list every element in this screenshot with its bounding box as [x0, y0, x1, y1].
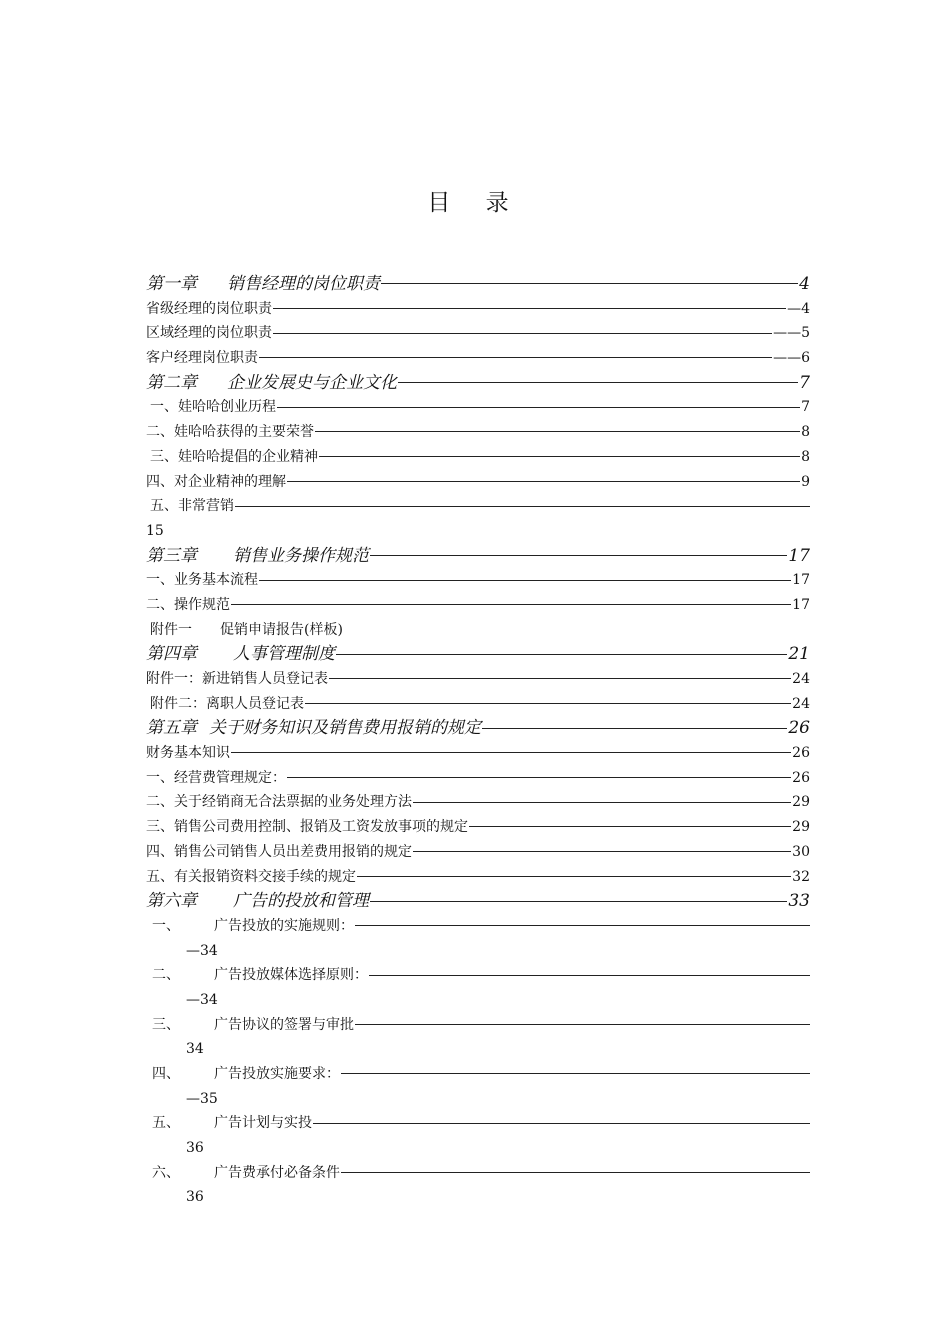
entry-text: 广告投放媒体选择原则： [214, 967, 368, 984]
page-number: 29 [792, 819, 810, 836]
page-number: 8 [801, 448, 810, 465]
leader-line [370, 901, 787, 903]
entry-text: 财务基本知识 [146, 745, 230, 762]
toc-entry[interactable] [146, 1013, 810, 1038]
entry-text: 二、操作规范 [146, 596, 230, 613]
toc-entry[interactable] [146, 297, 810, 322]
toc-entry[interactable] [146, 1161, 810, 1186]
toc-entry[interactable] [146, 1062, 810, 1087]
page-number: 24 [792, 695, 810, 712]
chapter-label: 第一章 [146, 274, 197, 294]
page-number: —34 [186, 942, 218, 959]
leader-line [398, 382, 798, 384]
leader-line [313, 1123, 810, 1125]
entry-number: 三、 [152, 1016, 180, 1033]
toc-entry[interactable] [146, 420, 810, 445]
leader-line [231, 752, 791, 754]
entry-text: 三、娃哈哈提倡的企业精神 [150, 448, 318, 465]
leader-line [259, 580, 791, 582]
entry-text: 广告费承付必备条件 [214, 1164, 340, 1181]
page-number: 32 [792, 868, 810, 885]
entry-text: 广告投放的实施规则： [214, 917, 354, 934]
appendix-label: 附件一 [150, 621, 192, 638]
leader-line [315, 431, 800, 433]
toc-entry[interactable] [146, 321, 810, 346]
toc-entry[interactable] [146, 395, 810, 420]
toc-entry[interactable] [146, 667, 810, 692]
entry-text: 客户经理岗位职责 [146, 350, 258, 367]
chapter-label: 第六章 [146, 891, 197, 912]
entry-text: 二、关于经销商无合法票据的业务处理方法 [146, 794, 412, 811]
entry-text: 二、娃哈哈获得的主要荣誉 [146, 424, 314, 441]
entry-text: 广告协议的签署与审批 [214, 1016, 354, 1033]
entry-number: 一、 [152, 917, 180, 934]
entry-text: 五、有关报销资料交接手续的规定 [146, 868, 356, 885]
leader-line [329, 678, 791, 680]
entry-text: 一、经营费管理规定： [146, 769, 286, 786]
entry-number: 六、 [152, 1164, 180, 1181]
leader-line [413, 802, 791, 804]
leader-line [370, 555, 787, 557]
page-number: 36 [186, 1189, 204, 1206]
leader-line [341, 1073, 810, 1075]
toc-entry[interactable] [146, 618, 810, 643]
entry-text: 四、销售公司销售人员出差费用报销的规定 [146, 843, 412, 860]
page-number: 26 [792, 745, 810, 762]
leader-line [357, 876, 791, 878]
page-number: 7 [799, 372, 810, 393]
toc-entry[interactable] [146, 494, 810, 519]
page-number: —35 [186, 1090, 218, 1107]
entry-text: 促销申请报告(样板) [220, 621, 343, 638]
page-number: 8 [801, 424, 810, 441]
page-number: 24 [792, 671, 810, 687]
chapter-title: 关于财务知识及销售费用报销的规定 [209, 718, 481, 739]
entry-text: 四、对企业精神的理解 [146, 473, 286, 490]
leader-line [305, 703, 791, 705]
leader-line [355, 1024, 810, 1026]
page-number: —4 [787, 300, 810, 317]
page-number: ——5 [773, 325, 810, 342]
toc-entry[interactable] [146, 741, 810, 766]
page-number: 26 [792, 769, 810, 786]
toc-chapter-3[interactable] [146, 544, 810, 569]
entry-text: 附件二：离职人员登记表 [150, 695, 304, 712]
toc-chapter-4[interactable] [146, 642, 810, 667]
chapter-title: 企业发展史与企业文化 [227, 372, 397, 393]
page-number: ——6 [773, 350, 810, 367]
leader-line [231, 604, 791, 606]
toc-chapter-6[interactable] [146, 889, 810, 914]
toc-entry[interactable] [146, 790, 810, 815]
page-number: 21 [788, 644, 810, 665]
table-of-contents [146, 272, 810, 1210]
chapter-label: 第三章 [146, 545, 197, 566]
leader-line [355, 925, 810, 927]
entry-text: 省级经理的岗位职责 [146, 300, 272, 317]
toc-entry[interactable] [146, 692, 810, 717]
entry-text: 一、业务基本流程 [146, 572, 258, 589]
toc-entry[interactable] [146, 865, 810, 890]
toc-entry[interactable] [146, 346, 810, 371]
leader-line [259, 357, 772, 359]
leader-line [469, 826, 791, 828]
entry-text: 附件一：新进销售人员登记表 [146, 671, 328, 687]
page-title: 目 录 [427, 190, 523, 216]
entry-text: 区域经理的岗位职责 [146, 325, 272, 342]
page-number: 15 [146, 522, 164, 539]
page-number: 33 [788, 891, 810, 912]
entry-text: 三、销售公司费用控制、报销及工资发放事项的规定 [146, 819, 468, 836]
page-number: 36 [186, 1140, 204, 1157]
chapter-label: 第五章 [146, 718, 197, 739]
chapter-label: 第四章 [146, 644, 197, 665]
page-number: 17 [788, 545, 810, 566]
toc-entry[interactable] [146, 445, 810, 470]
toc-entry[interactable] [146, 963, 810, 988]
entry-number: 四、 [152, 1066, 180, 1082]
entry-text: 广告计划与实投 [214, 1115, 312, 1132]
toc-chapter-5[interactable] [146, 716, 810, 741]
toc-entry[interactable] [146, 766, 810, 791]
page-number: 17 [792, 596, 810, 613]
chapter-title: 销售经理的岗位职责 [227, 274, 380, 294]
page-number: 4 [799, 274, 810, 294]
leader-line [319, 456, 800, 458]
page-number: —34 [186, 991, 218, 1008]
chapter-title: 销售业务操作规范 [233, 545, 369, 566]
page-number: 17 [792, 572, 810, 589]
toc-chapter-2[interactable] [146, 371, 810, 396]
page-number: 7 [801, 399, 810, 416]
entry-number: 五、 [152, 1115, 180, 1132]
toc-entry[interactable] [146, 568, 810, 593]
entry-number: 二、 [152, 967, 180, 984]
leader-line [369, 975, 810, 977]
leader-line [273, 308, 786, 310]
page-number: 34 [186, 1041, 204, 1058]
toc-entry[interactable] [146, 914, 810, 939]
chapter-label: 第二章 [146, 372, 197, 393]
toc-entry[interactable] [146, 840, 810, 865]
page-number: 26 [788, 718, 810, 739]
chapter-title: 广告的投放和管理 [233, 891, 369, 912]
leader-line [413, 851, 791, 853]
toc-entry[interactable] [146, 815, 810, 840]
toc-entry[interactable] [146, 593, 810, 618]
leader-line [341, 1172, 810, 1174]
entry-text: 广告投放实施要求： [214, 1066, 340, 1082]
chapter-title: 人事管理制度 [233, 644, 335, 665]
entry-text: 一、娃哈哈创业历程 [150, 399, 276, 416]
page-number: 30 [792, 843, 810, 860]
toc-entry[interactable] [146, 470, 810, 495]
leader-line [277, 407, 800, 409]
toc-entry[interactable] [146, 1111, 810, 1136]
entry-text: 五、非常营销 [150, 498, 234, 515]
page-number: 9 [801, 473, 810, 490]
page-number: 29 [792, 794, 810, 811]
leader-line [482, 728, 787, 730]
leader-line [287, 777, 791, 779]
leader-line [336, 654, 787, 656]
toc-chapter-1[interactable] [146, 272, 810, 297]
leader-line [273, 333, 772, 335]
leader-line [287, 481, 800, 483]
leader-line [235, 506, 810, 508]
leader-line [381, 283, 798, 285]
